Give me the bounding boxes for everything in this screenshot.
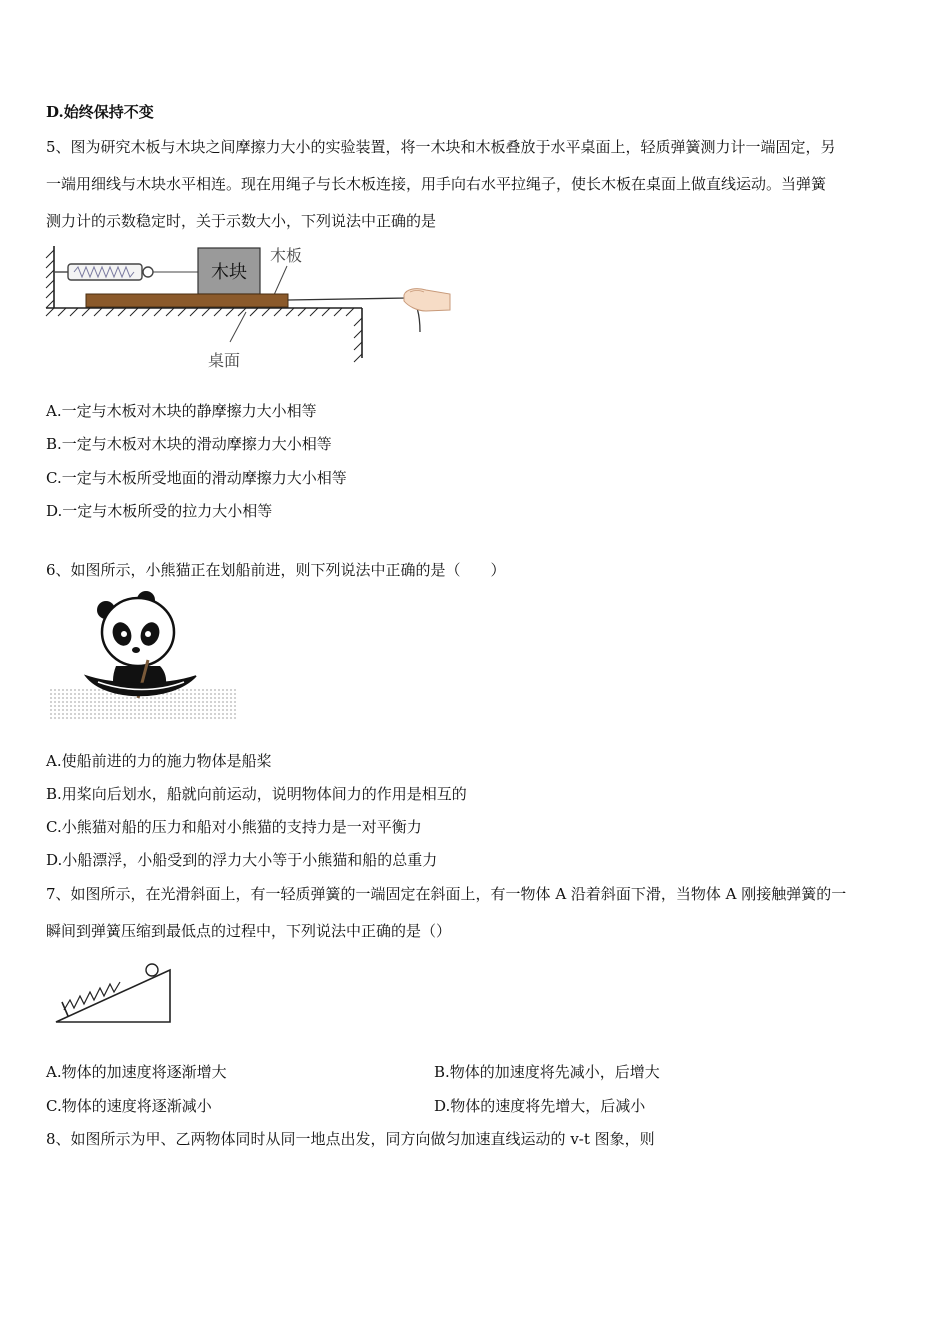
q5-stem-line-3: 测力计的示数稳定时，关于示数大小，下列说法中正确的是 — [46, 212, 437, 230]
left-wall — [46, 246, 54, 308]
wooden-board — [86, 294, 288, 307]
object-a-ball — [146, 964, 158, 976]
q7-stem-line-2: 瞬间到弹簧压缩到最低点的过程中，下列说法中正确的是（） — [46, 922, 452, 940]
pull-rope — [288, 298, 408, 300]
block-label: 木块 — [211, 262, 247, 283]
board-leader-line — [274, 266, 287, 295]
q4-option-d: D.始终保持不变 — [46, 103, 154, 121]
q7-option-b: B.物体的加速度将先减小，后增大 — [434, 1063, 660, 1081]
q5-option-d: D.一定与木板所受的拉力大小相等 — [46, 502, 273, 520]
q6-stem: 6、如图所示，小熊猫正在划船前进，则下列说法中正确的是（ ） — [46, 561, 506, 579]
q7-incline-spring-figure — [50, 958, 180, 1028]
q7-option-c: C.物体的速度将逐渐减小 — [46, 1097, 212, 1115]
q6-option-b: B.用桨向后划水，船就向前运动，说明物体间力的作用是相互的 — [46, 785, 467, 803]
q5-friction-apparatus-figure — [40, 240, 460, 375]
tabletop — [46, 308, 362, 362]
q8-stem: 8、如图所示为甲、乙两物体同时从同一地点出发，同方向做匀加速直线运动的 v-t 图象，则 — [46, 1130, 655, 1148]
q7-option-a: A.物体的加速度将逐渐增大 — [46, 1063, 227, 1081]
q5-option-c: C.一定与木板所受地面的滑动摩擦力大小相等 — [46, 469, 347, 487]
q5-option-b: B.一定与木板对木块的滑动摩擦力大小相等 — [46, 435, 332, 453]
spring-scale — [54, 264, 153, 280]
table-leader-line — [230, 312, 246, 342]
q5-stem-line-2: 一端用细线与木块水平相连。现在用绳子与长木板连接，用手向右水平拉绳子，使长木板在桌面上做直线运动。当弹簧 — [46, 175, 827, 193]
q6-option-c: C.小熊猫对船的压力和船对小熊猫的支持力是一对平衡力 — [46, 818, 422, 836]
table-label: 桌面 — [208, 351, 241, 370]
hand-icon — [404, 289, 450, 311]
q6-option-d: D.小船漂浮，小船受到的浮力大小等于小熊猫和船的总重力 — [46, 851, 438, 869]
q7-option-d: D.物体的速度将先增大，后减小 — [434, 1097, 646, 1115]
q7-stem-line-1: 7、如图所示，在光滑斜面上，有一轻质弹簧的一端固定在斜面上，有一物体 A 沿着斜面下滑，当物体 A 刚接触弹簧的一 — [46, 885, 847, 903]
incline — [56, 970, 170, 1022]
q6-panda-rowing-figure — [46, 590, 246, 725]
q5-option-a: A.一定与木板对木块的静摩擦力大小相等 — [46, 402, 317, 420]
q6-option-a: A.使船前进的力的施力物体是船桨 — [46, 752, 272, 770]
q5-stem-line-1: 5、图为研究木板与木块之间摩擦力大小的实验装置，将一木块和木板叠放于水平桌面上，轻质弹簧测力计一端固定，另 — [46, 138, 836, 156]
board-label: 木板 — [270, 246, 303, 265]
